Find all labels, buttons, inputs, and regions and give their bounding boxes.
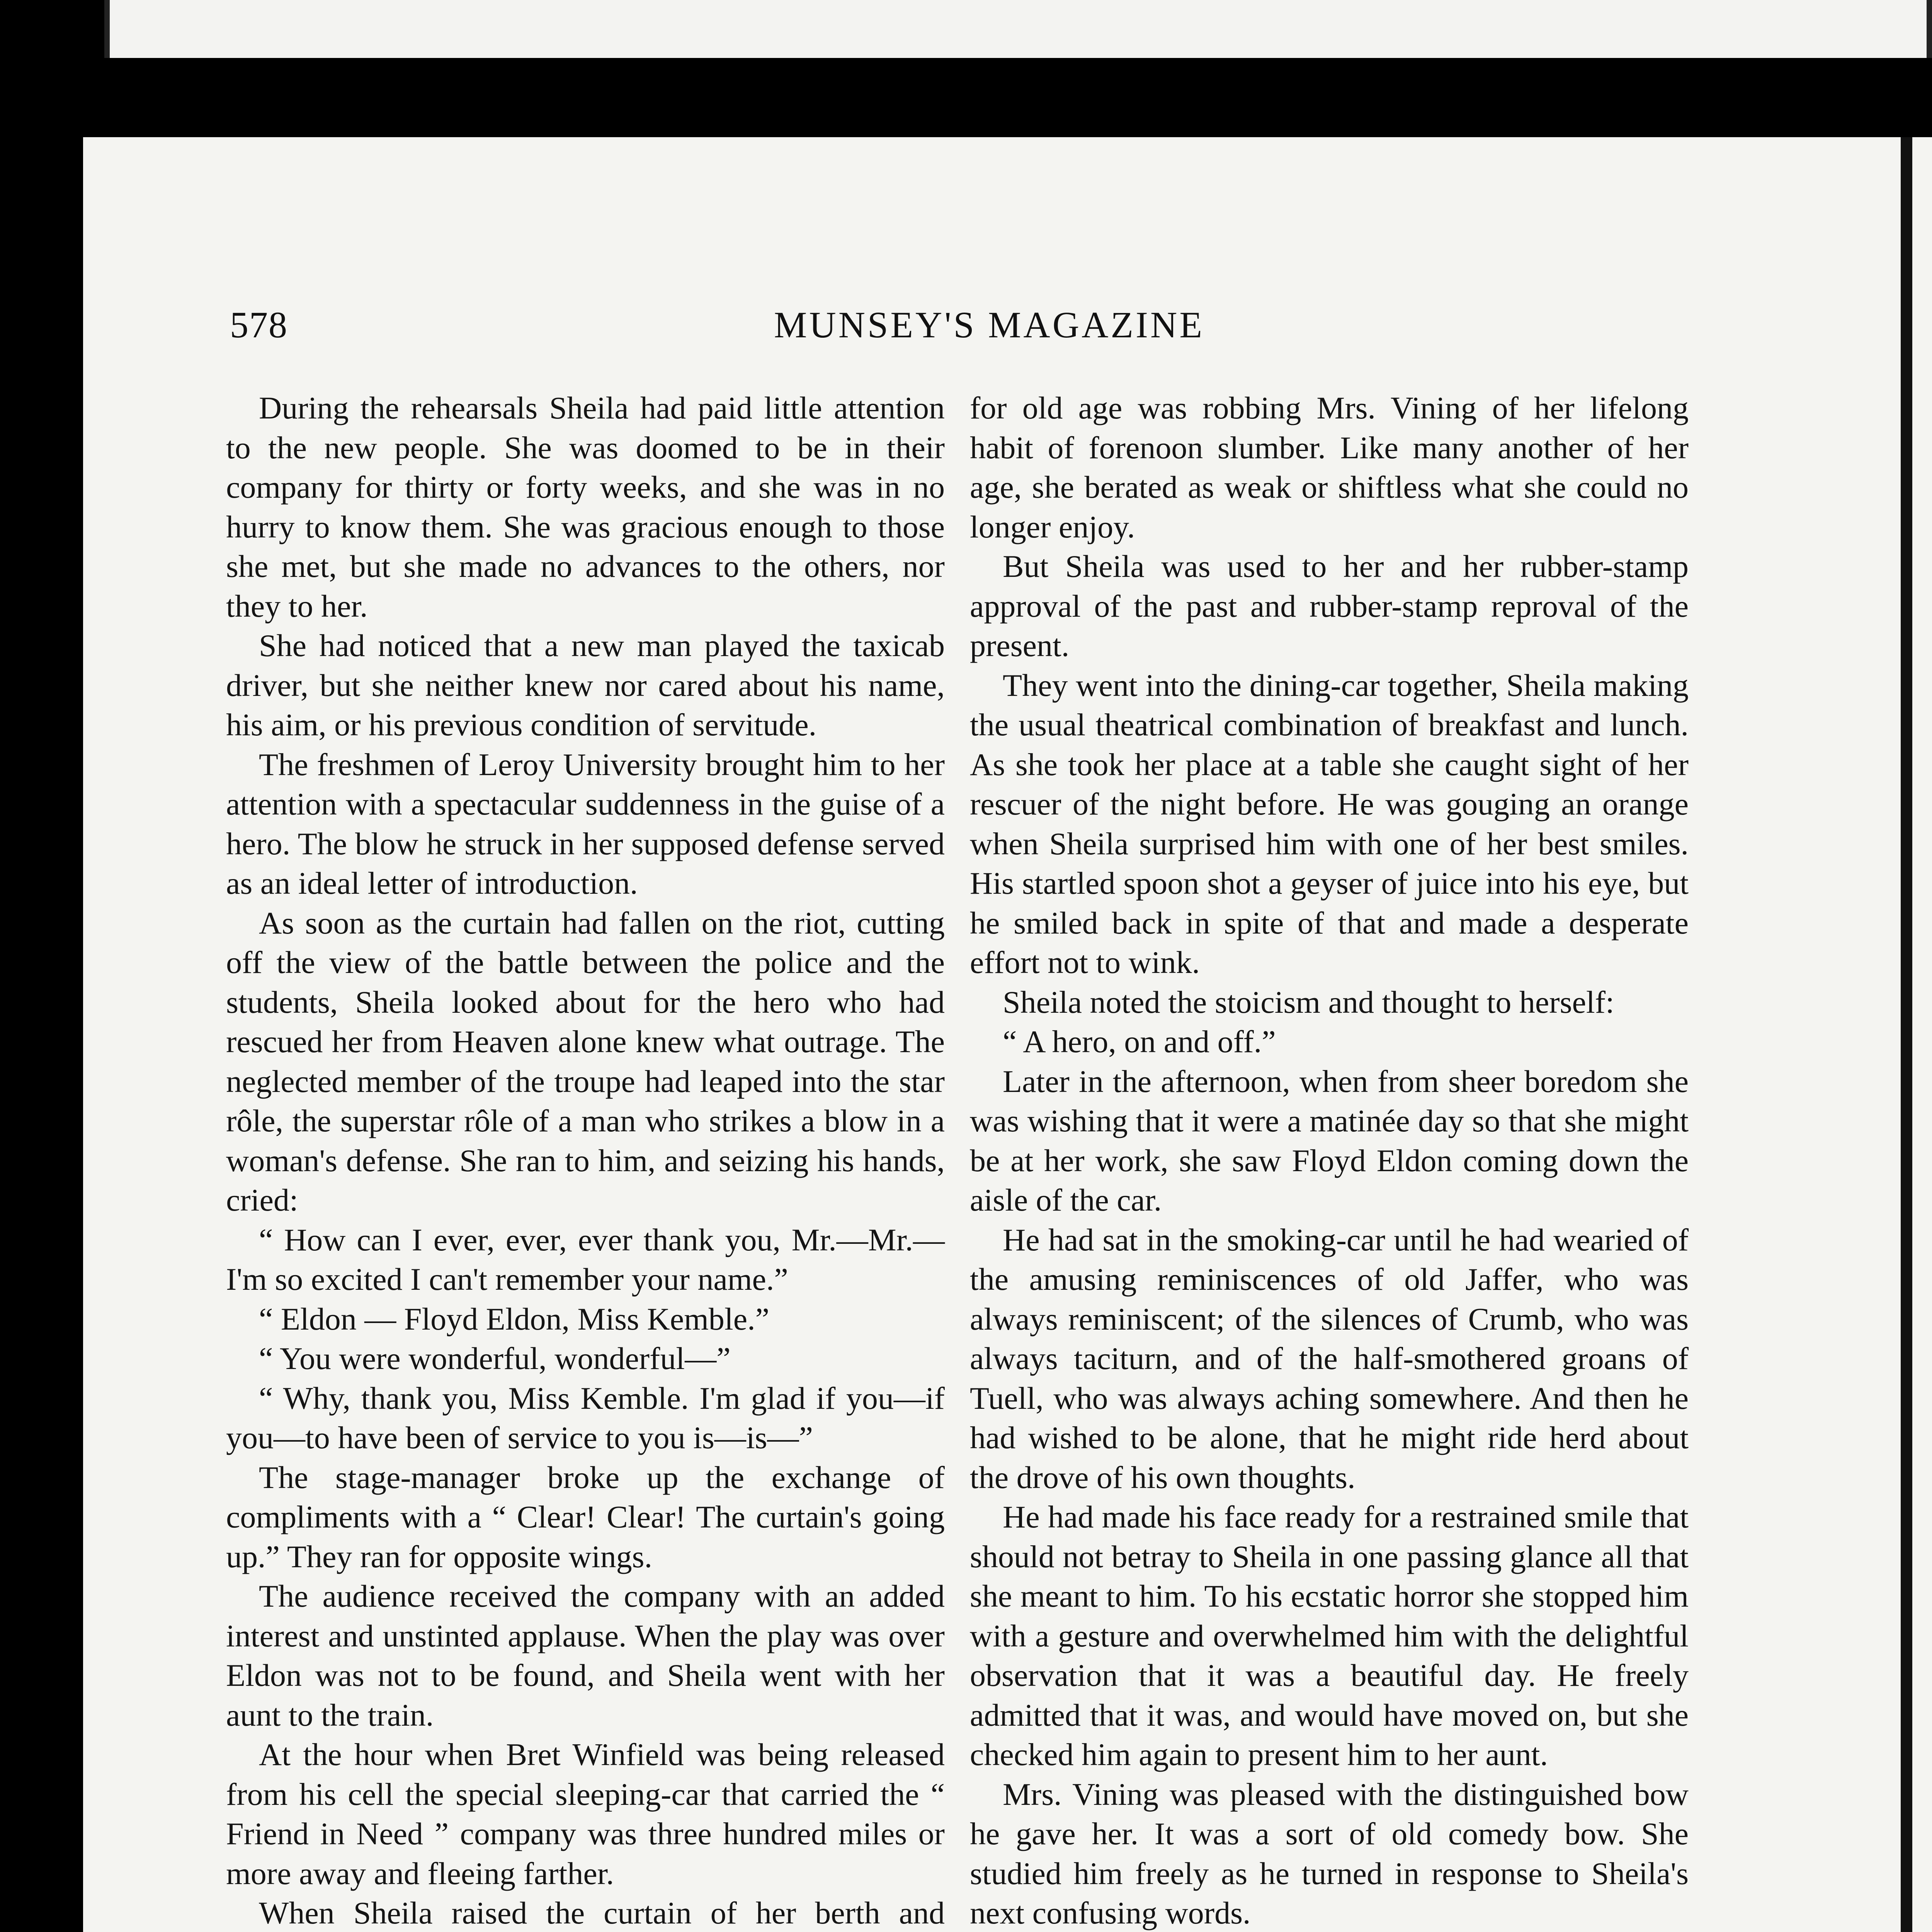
running-title: MUNSEY'S MAGAZINE xyxy=(774,304,1204,345)
left-column xyxy=(226,388,945,1932)
paragraph: She had noticed that a new man played the taxicab driver, but she neither knew nor cared about his name, his aim, or his previous condition of servitude. xyxy=(226,628,945,742)
page-number: 578 xyxy=(230,304,288,345)
paragraph: Mrs. Vining was pleased with the distinguished bow he gave her. It was a sort of old comedy bow. She studied him freely as he turned in response to Sheila's next confusing words. xyxy=(970,1776,1689,1930)
paragraph: Sheila noted the stoicism and thought to herself: xyxy=(1003,984,1614,1020)
paragraph: At the hour when Bret Winfield was being released from his cell the special sleeping-car that carried the “ Friend in Need ” company was three hundred miles or more away and fleeing farther. xyxy=(226,1737,945,1891)
paragraph: He had sat in the smoking-car until he had wearied of the amusing reminiscences of old Jaffer, who was always reminiscent; of the silences of Crumb, who was always taciturn, and of the half-smothered groans of Tuell, who was always aching somewhere. And then he had wished to be alone, that he might ride herd about the drove of his own thoughts. xyxy=(970,1222,1689,1495)
paragraph: “ Eldon — Floyd Eldon, Miss Kemble.” xyxy=(259,1301,770,1337)
right-column xyxy=(970,388,1689,1932)
paragraph: When Sheila raised the curtain of her berth and xyxy=(259,1895,945,1930)
paragraph: During the rehearsals Sheila had paid little attention to the new people. She was doomed to be in their company for thirty or forty weeks, and she was in no hurry to know them. She was gracious enough to those she met, but she made no advances to the others, nor they to her. xyxy=(226,390,945,624)
previous-page-edge xyxy=(104,0,1932,58)
paragraph: He had made his face ready for a restrained smile that should not betray to Sheila in one passing glance all that she meant to him. To his ecstatic horror she stopped him with a gesture and overwhelmed him with the delightful observation that it was a beautiful day. He freely admitted that it was, and would have moved on, but she checked him again to present him to her aunt. xyxy=(970,1499,1689,1772)
paragraph: “ How can I ever, ever, ever thank you, Mr.—Mr.—I'm so excited I can't remember your name.” xyxy=(226,1222,945,1297)
paragraph: The stage-manager broke up the exchange of compliments with a “ Clear! Clear! The curtain's going up.” They ran for opposite wings. xyxy=(226,1459,945,1574)
page-gutter-line xyxy=(1901,137,1912,1932)
paragraph-continued: for old age was robbing Mrs. Vining of her lifelong habit of forenoon slumber. Like many another of her age, she berated as weak or shiftless what she could no longer enjoy. xyxy=(970,390,1689,544)
paragraph: “ You were wonderful, wonderful—” xyxy=(259,1341,731,1376)
paragraph: Later in the afternoon, when from sheer boredom she was wishing that it were a matinée day so that she might be at her work, she saw Floyd Eldon coming down the aisle of the car. xyxy=(970,1063,1689,1218)
paragraph: “ A hero, on and off.” xyxy=(1003,1024,1276,1059)
magazine-page xyxy=(83,137,1895,1932)
paragraph: But Sheila was used to her and her rubber-stamp approval of the past and rubber-stamp reproval of the present. xyxy=(970,549,1689,663)
paragraph: As soon as the curtain had fallen on the riot, cutting off the view of the battle between the police and the students, Sheila looked about for the hero who had rescued her from Heaven alone knew what outrage. The neglected member of the troupe had leaped into the star rôle, the superstar rôle of a man who strikes a blow in a woman's defense. She ran to him, and seizing his hands, cried: xyxy=(226,905,945,1218)
paragraph: The audience received the company with an added interest and unstinted applause. When the play was over Eldon was not to be found, and Sheila went with her aunt to the train. xyxy=(226,1578,945,1733)
paragraph: They went into the dining-car together, Sheila making the usual theatrical combination of breakfast and lunch. As she took her place at a table she caught sight of her rescuer of the night before. He was gouging an orange when Sheila surprised him with one of her best smiles. His startled spoon shot a geyser of juice into his eye, but he smiled back in spite of that and made a desperate effort not to wink. xyxy=(970,667,1689,980)
paragraph: The freshmen of Leroy University brought him to her attention with a spectacular suddenness in the guise of a hero. The blow he struck in her supposed defense served as an ideal letter of introduction. xyxy=(226,747,945,901)
next-page-edge xyxy=(1895,137,1932,1932)
paragraph: “ Why, thank you, Miss Kemble. I'm glad if you—if you—to have been of service to you is—is—” xyxy=(226,1380,945,1455)
